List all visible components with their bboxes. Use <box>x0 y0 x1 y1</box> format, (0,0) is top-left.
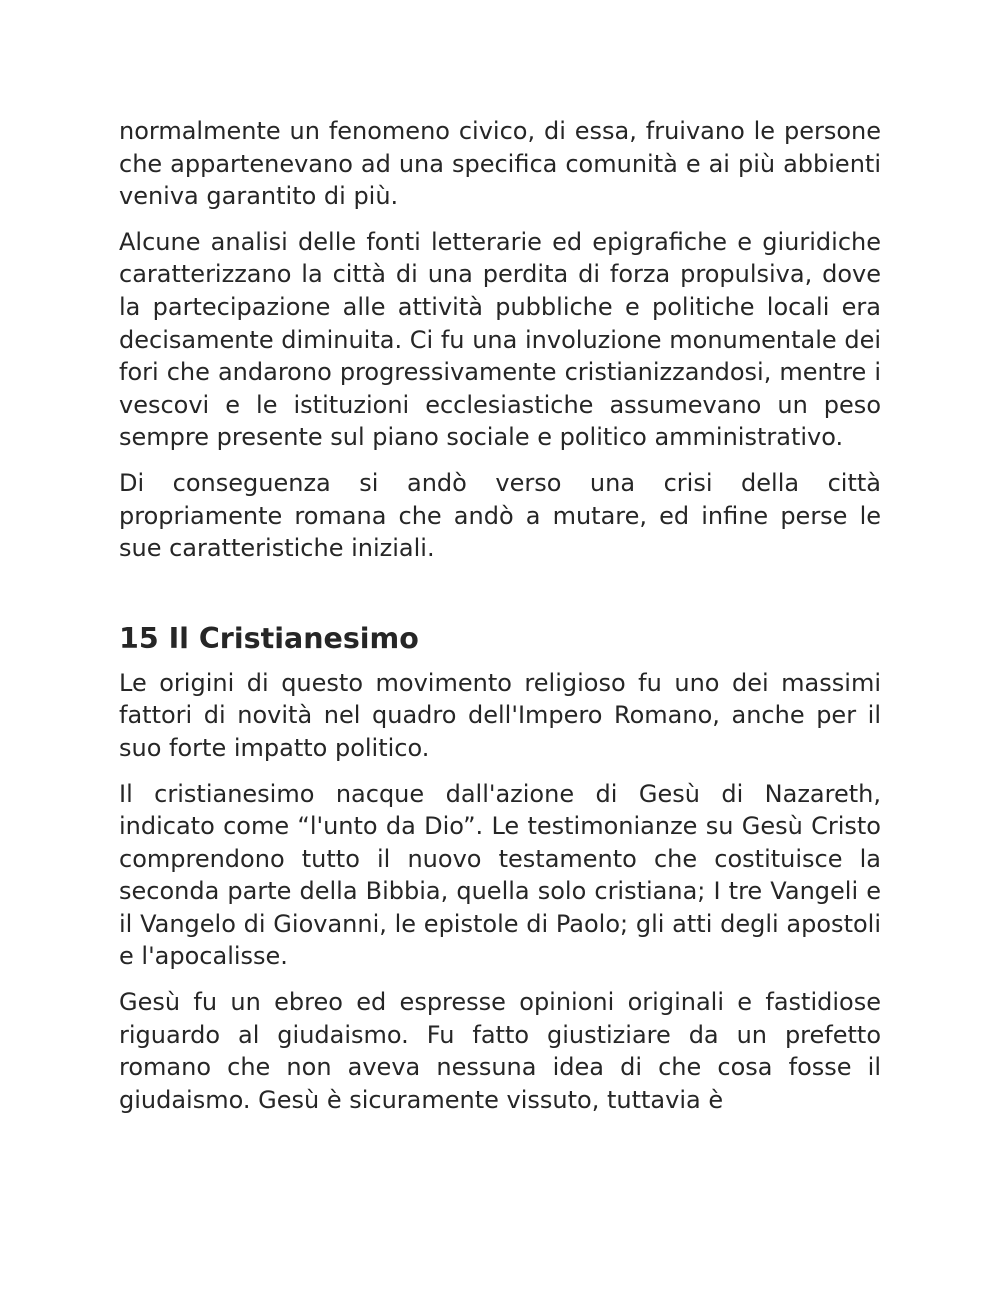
paragraph-jesus-nazareth: Il cristianesimo nacque dall'azione di Gesù di Nazareth, indicato come “l'unto da Dio”. Le testimonianze su Gesù Cristo comprendono tutto il nuovo testamento che costituisce la seconda parte della Bibbia, quella solo cristiana; I tre Vangeli e il Vangelo di Giovanni, le epistole di Paolo; gli atti degli apostoli e l'apocalisse. <box>119 779 881 971</box>
paragraph-jesus-jewish: Gesù fu un ebreo ed espresse opinioni originali e fastidiose riguardo al giudaismo. Fu fatto giustiziare da un prefetto romano che non aveva nessuna idea di che cosa fosse il giudaismo. Gesù è sicuramente vissuto, tuttavia è <box>119 988 881 1114</box>
section-heading-cristianesimo: 15 Il Cristianesimo <box>119 621 419 655</box>
paragraph-city-crisis: Di conseguenza si andò verso una crisi della città propriamente romana che andò a mutare, ed infine perse le sue caratteristiche iniziali. <box>119 468 881 563</box>
document-page <box>119 115 881 1129</box>
paragraph-civic-phenomenon: normalmente un fenomeno civico, di essa, fruivano le persone che appartenevano ad una specifica comunità e ai più abbienti veniva garantito di più. <box>119 117 881 211</box>
paragraph-origins: Le origini di questo movimento religioso fu uno dei massimi fattori di novità nel quadro dell'Impero Romano, anche per il suo forte impatto politico. <box>119 668 881 762</box>
paragraph-sources-analysis: Alcune analisi delle fonti letterarie ed epigrafiche e giuridiche caratterizzano la città di una perdita di forza propulsiva, dove la partecipazione alle attività pubbliche e politiche locali era decisamente diminuita. Ci fu una involuzione monumentale dei fori che andarono progressivamente cristianizzandosi, mentre i vescovi e le istituzioni ecclesiastiche assumevano un peso sempre presente sul piano sociale e politico amministrativo. <box>119 227 881 452</box>
